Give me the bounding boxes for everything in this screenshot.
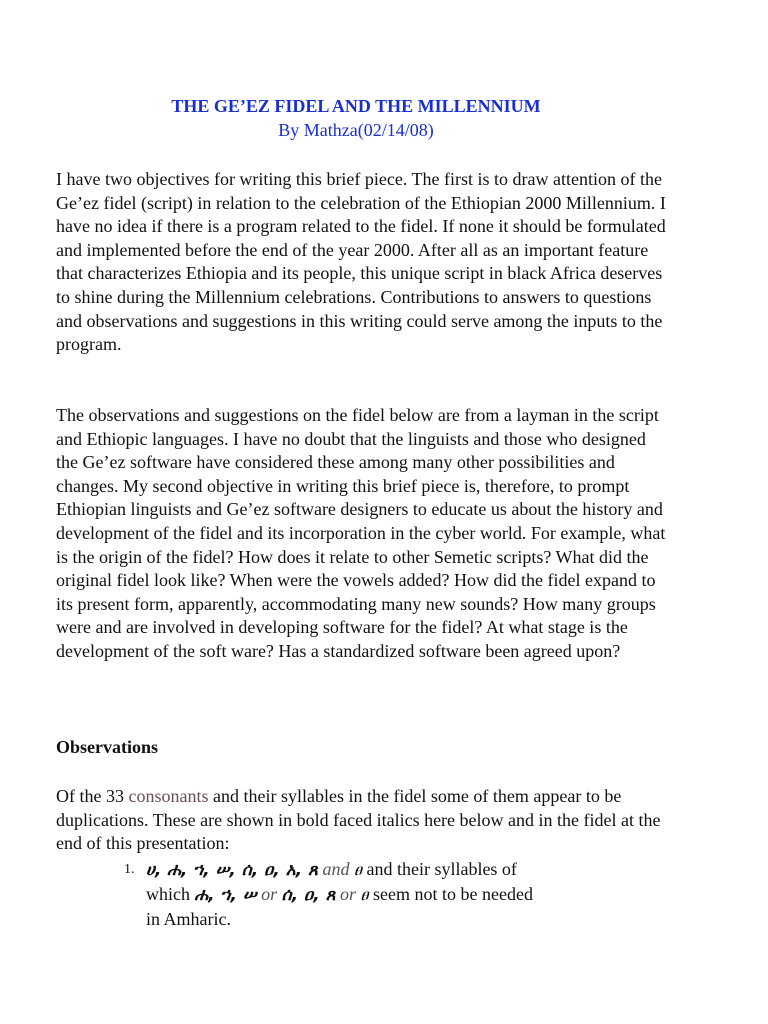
fidel-character: ፀ: [354, 860, 362, 879]
list-or: or: [335, 884, 361, 904]
list-line-3: in Amharic.: [146, 909, 231, 929]
fidel-characters: ሰ, ዐ, ጸ: [281, 885, 336, 905]
section-heading-observations: Observations: [56, 737, 159, 757]
paragraph-consonants-after: and their syllables in the fidel some of them appear to be duplications. These are shown in bold faced italics here below and in the fidel at the end of this presentation:: [56, 786, 661, 854]
list-line-1: [146, 857, 646, 882]
title-block: [0, 94, 712, 142]
fidel-character: ፀ: [360, 885, 369, 904]
page-title: THE GE’EZ FIDEL AND THE MILLENNIUM: [171, 96, 541, 116]
consonants-term: consonants: [128, 786, 209, 806]
paragraph-observations-intro: The observations and suggestions on the fidel below are from a layman in the script and Ethiopic languages. I have no doubt that the linguists and those who designed the Ge’ez software have considered these among many other possibilities and changes. My second objective in writing this brief piece is, therefore, to prompt Ethiopian linguists and Ge’ez software designers to educate us about the history and development of the fidel and its incorporation in the cyber world. For example, what is the origin of the fidel? How does it relate to other Semetic scripts? What did the original fidel look like? When were the vowels added? How did the fidel expand to its present form, apparently, accommodating many new sounds? How many groups were and are involved in developing software for the fidel? At what stage is the development of the soft ware? Has a standardized software been agreed upon?: [56, 405, 666, 661]
list-item-body: [146, 857, 646, 931]
list-line-2-tail: seem not to be needed: [368, 884, 533, 904]
paragraph-consonants-before: Of the 33: [56, 786, 129, 806]
list-line-2: [146, 882, 646, 907]
fidel-characters: ሐ, ኀ, ሠ: [194, 885, 257, 905]
list-item-number: 1.: [124, 862, 135, 877]
fidel-characters: ሀ, ሐ, ኀ, ሠ, ሰ, ዐ, አ, ጸ: [146, 860, 318, 880]
list-and: and: [318, 859, 354, 879]
paragraph-objectives: I have two objectives for writing this brief piece. The first is to draw attention of the Ge’ez fidel (script) in relation to the celebration of the Ethiopian 2000 Millennium. I have no idea if there is a program related to the fidel. If none it should be formulated and implemented before the end of the year 2000. After all as an important feature that characterizes Ethiopia and its people, this unique script in black Africa deserves to shine during the Millennium celebrations. Contributions to answers to questions and observations and suggestions in this writing could serve among the inputs to the program.: [56, 169, 666, 355]
list-line-1-tail: and their syllables of: [361, 859, 517, 879]
list-which: which: [146, 884, 195, 904]
byline: By Mathza(02/14/08): [278, 120, 434, 140]
list-or: or: [256, 884, 282, 904]
paragraph-consonants: [56, 785, 666, 856]
